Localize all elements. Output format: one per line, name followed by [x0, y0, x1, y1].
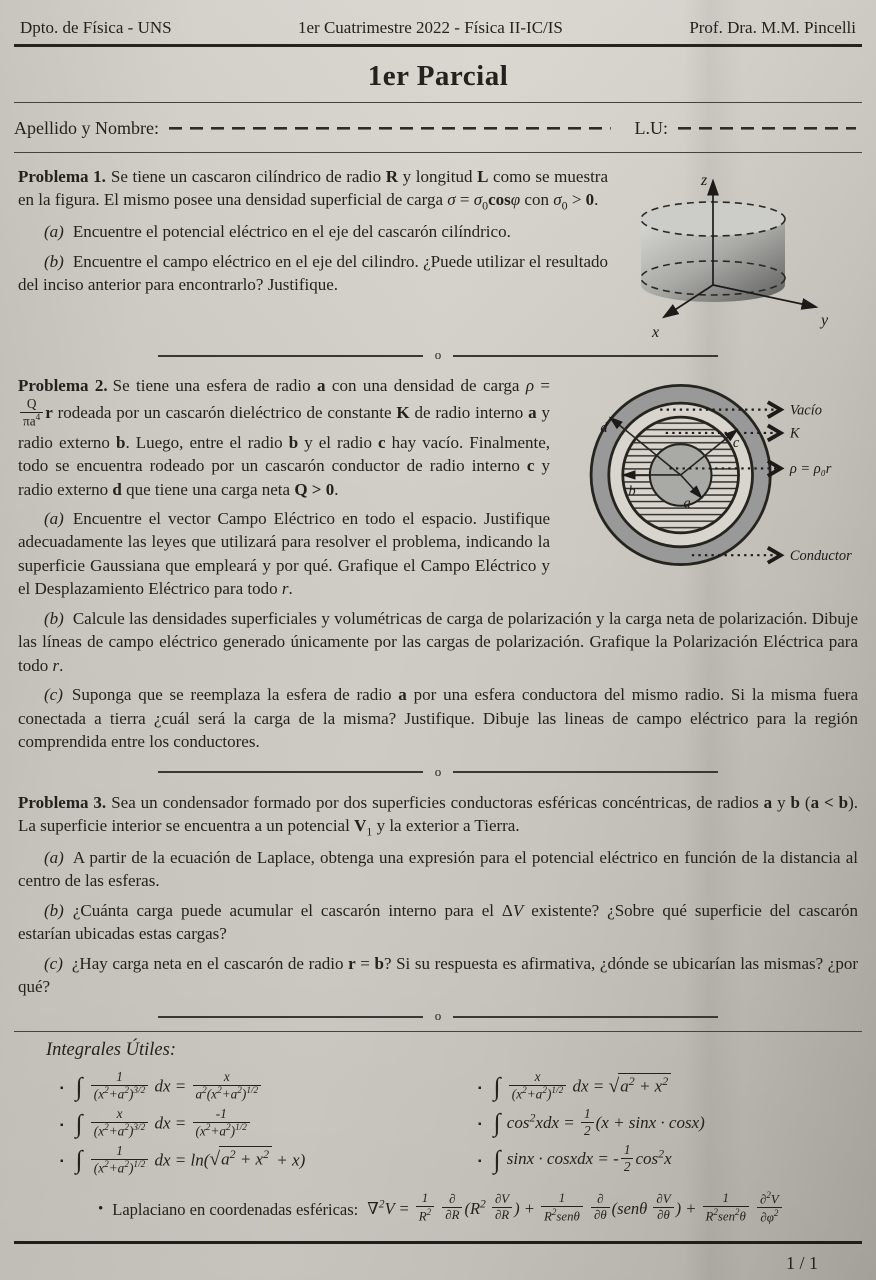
problem-3-intro-text: Sea un condensador formado por dos superficies conductoras esféricas concéntricas, de radios a y b (a < b). La superficie interior se encuentra a un potencial $V_1$ y la exterior a Tierra. — [18, 792, 858, 839]
square-bullet-icon: ▪ — [60, 1119, 64, 1131]
cylinder-svg — [608, 165, 858, 343]
header-rule — [14, 44, 862, 47]
integrals-title: Integrales Útiles: — [46, 1040, 176, 1061]
header-professor: Prof. Dra. M.M. Pincelli — [689, 18, 856, 37]
divider-symbol: o — [434, 763, 442, 779]
problem-3 — [18, 791, 858, 1024]
x-axis-label: x — [652, 324, 660, 341]
divider-symbol: o — [434, 347, 442, 363]
useful-integrals — [18, 1040, 858, 1227]
integrals-grid — [60, 1067, 858, 1181]
name-blank — [169, 121, 611, 137]
integrals-left-column — [60, 1067, 478, 1181]
square-bullet-icon: ▪ — [478, 1082, 482, 1094]
header — [14, 18, 862, 38]
round-bullet-icon: • — [98, 1201, 104, 1218]
problem-3-item-b: (b) ¿Cuánta carga puede acumular el cascarón interno para el ΔV existente? ¿Sobre qué superficie del cascarón estarían ubicadas estas cargas? — [18, 900, 858, 944]
integrals-rule — [14, 1031, 862, 1032]
integral-item: ▪ ∫ $\frac{1}{(x^2+a^2)^{1/2}}$ dx = ln( √ $a^2 + x^2$ + x) — [60, 1142, 306, 1175]
vacuum-label: Vacío — [789, 402, 822, 419]
laplacian-row — [98, 1189, 858, 1228]
name-rule — [14, 152, 862, 153]
problem-2-intro-text: Se tiene una esfera de radio a con una densidad de carga ρ = $\frac{Q}{\pi a^4}$ r rodeada por un cascarón dieléctrico de constante K de radio interno a y radio externo b. Luego, entre el radio b y el radio c hay vacío. Finalmente, todo se encuentra rodeado por un cascarón conductor de radio interno c y radio externo d que tiene una carga neta Q > 0. — [18, 376, 551, 499]
integral-item: ▪ ∫ sinx · cosxdx = - $\frac{1}{2}$ $\cos^2x$ — [478, 1142, 672, 1175]
integrals-right-column — [478, 1067, 858, 1181]
radius-d-label: d — [600, 420, 608, 437]
square-bullet-icon: ▪ — [60, 1082, 64, 1094]
header-department: Dpto. de Física - UNS — [20, 18, 172, 37]
divider-line — [158, 1016, 423, 1017]
problem-1 — [18, 165, 858, 362]
name-label: Apellido y Nombre: — [14, 118, 159, 138]
problem-2-item-b: (b) Calcule las densidades superficiales y volumétricas de carga de polarización y la carga neta de polarización. Dibuje las líneas de campo eléctrico generado únicamente por las cargas de polarización. Grafique la Polarización Eléctrica para todo r. — [18, 608, 858, 675]
divider-line — [453, 355, 718, 356]
footer — [14, 1241, 862, 1274]
integral-item: ▪ ∫ $\frac{1}{(x^2+a^2)^{3/2}}$ dx = $\frac{x}{a^2(x^2+a^2)^{1/2}}$ — [60, 1071, 478, 1104]
problem-3-item-c: (c) ¿Hay carga neta en el cascarón de radio r = b? Si su respuesta es afirmativa, ¿dónde se ubicarían las mismas? ¿por qué? — [18, 953, 858, 997]
divider-line — [158, 771, 423, 772]
footer-rule — [14, 1241, 862, 1244]
rho-label: ρ = ρ₀r — [789, 461, 832, 478]
section-divider-2 — [158, 763, 718, 779]
square-bullet-icon: ▪ — [478, 1155, 482, 1167]
problem-3-intro — [18, 791, 858, 840]
integral-item: ▪ ∫ $\frac{x}{(x^2+a^2)^{1/2}}$ dx = √ $a^2 + x^2$ — [478, 1071, 858, 1104]
divider-line — [453, 1016, 718, 1017]
radius-c-label: c — [732, 435, 740, 452]
square-bullet-icon: ▪ — [60, 1156, 64, 1168]
y-axis-label: y — [821, 312, 829, 329]
section-divider-1 — [158, 349, 718, 362]
problem-2 — [18, 374, 858, 778]
sphere-svg — [550, 374, 858, 575]
square-bullet-icon: ▪ — [478, 1119, 482, 1131]
divider-line — [158, 355, 423, 356]
lu-label: L.U: — [634, 118, 668, 138]
problem-1-item-b: (b) Encuentre el campo eléctrico en el eje del cilindro. ¿Puede utilizar el resultado del inciso anterior para encontrarlo? Justifique. — [18, 251, 608, 295]
header-course: 1er Cuatrimestre 2022 - Física II-IC/IS — [298, 18, 563, 37]
problem-1-item-a: (a) Encuentre el potencial eléctrico en el eje del cascarón cilíndrico. — [44, 222, 511, 242]
divider-line — [453, 771, 718, 772]
integral-item: ▪ ∫ $\frac{x}{(x^2+a^2)^{3/2}}$ dx = $\frac{-1}{(x^2+a^2)^{1/2}}$ — [60, 1108, 478, 1141]
divider-symbol: o — [434, 1008, 442, 1024]
lu-blank — [678, 121, 856, 137]
problem-3-label: Problema 3. — [18, 792, 107, 812]
problem-2-item-c: (c) Suponga que se reemplaza la esfera de radio a por una esfera conductora del mismo radio. Si la misma fuera conectada a tierra ¿cuál será la carga de la misma? Justifique. Dibuje las lineas de campo eléctrico para la región comprendida entre los conductores. — [18, 685, 858, 752]
problem-1-label: Problema 1. — [18, 167, 106, 186]
radius-a-label: a — [683, 496, 691, 513]
section-divider-3 — [158, 1010, 718, 1023]
problem-1-intro-text: Se tiene un cascaron cilíndrico de radio R y longitud L como se muestra en la figura. El mismo posee una densidad superficial de carga $\sigma = \sigma_0\cos\varphi$ con $\sigma_0 > 0$. — [18, 167, 609, 213]
name-row — [14, 118, 856, 139]
conductor-label: Conductor — [789, 548, 852, 565]
laplacian-formula: ∇$^2$V = $\frac{1}{R^2}$ $\frac{\partial}{\partial R}$ ($R^2$ $\frac{\partial V}{\partial R}$ ) + $\frac{1}{R^2sen\theta}$ $\frac{\partial}{\partial\theta}$ (senθ $\frac{\partial V}{\partial\theta}$ ) + $\frac{1}{R^2sen^2\theta}$ $\frac{\partial^2V}{\partial\varphi^2}$ — [367, 1192, 783, 1228]
problem-2-item-a: (a) Encuentre el vector Campo Eléctrico en todo el espacio. Justifique adecuadamente las leyes que utilizará para resolver el problema, indicando la superficie Gaussiana que empleará y por qué. Grafique el Campo Eléctrico y el Desplazamiento Eléctrico para todo r. — [18, 508, 550, 599]
problem-2-label: Problema 2. — [18, 376, 108, 396]
page-number: 1 / 1 — [785, 1253, 818, 1273]
page-title: 1er Parcial — [367, 60, 509, 92]
z-axis-label: z — [701, 172, 708, 189]
k-label: K — [789, 426, 800, 443]
title-rule — [14, 102, 862, 103]
integral-item: ▪ ∫ $\cos^2xdx$ = $\frac{1}{2}$ (x + sinx · cosx) — [478, 1106, 705, 1138]
problem-3-item-a: (a) A partir de la ecuación de Laplace, obtenga una expresión para el potencial eléctrico en función de la distancia al centro de las esferas. — [18, 847, 858, 891]
radius-b-label: b — [628, 483, 636, 500]
sphere-figure — [550, 374, 858, 581]
laplacian-label: Laplaciano en coordenadas esféricas: — [112, 1199, 359, 1219]
cylinder-figure — [608, 165, 858, 349]
